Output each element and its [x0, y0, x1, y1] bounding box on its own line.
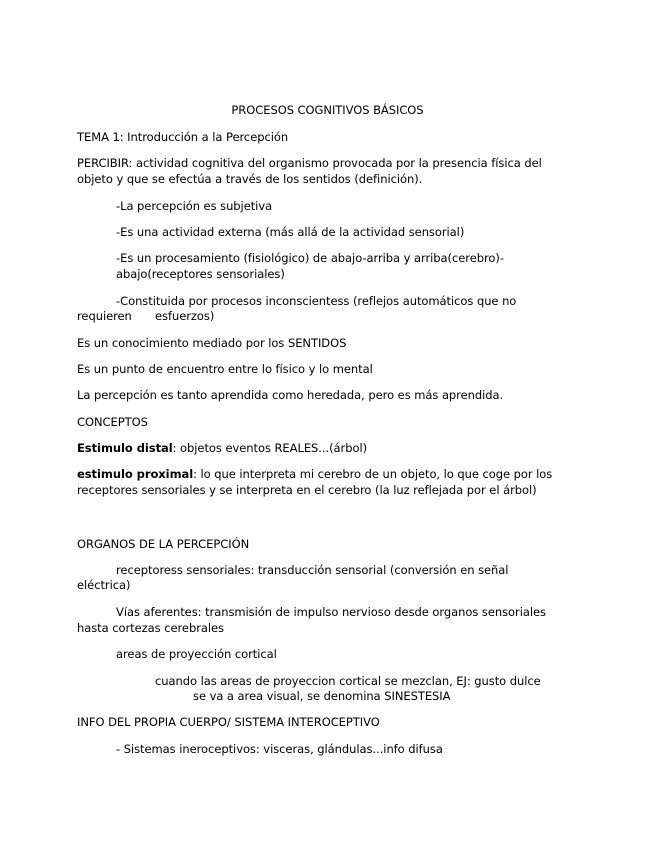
interoceptive-item-1: - Sistemas ineroceptivos: visceras, glándulas...info difusa	[116, 742, 443, 756]
concept-proximal-text: : lo que interpreta mi cerebro de un objeto, lo que coge por los	[193, 467, 553, 481]
organ-synesthesia-line-1: cuando las areas de proyeccion cortical se mezclan, EJ: gusto dulce	[155, 674, 541, 688]
concept-proximal	[77, 466, 552, 482]
property-unconscious-line-2a: requieren	[77, 309, 132, 323]
concepts-heading: CONCEPTOS	[77, 415, 148, 429]
interoceptive-heading: INFO DEL PROPIA CUERPO/ SISTEMA INTEROCEPTIVO	[77, 715, 380, 729]
organs-heading: ORGANOS DE LA PERCEPCIÓN	[77, 537, 250, 551]
document-title: PROCESOS COGNITIVOS BÁSICOS	[231, 103, 424, 117]
organ-afferent-line-1: Vías aferentes: transmisión de impulso nervioso desde organos sensoriales	[116, 605, 546, 619]
organ-synesthesia-line-2: se va a area visual, se denomina SINESTESIA	[193, 689, 451, 703]
statement-learned: La percepción es tanto aprendida como heredada, pero es más aprendida.	[77, 388, 504, 402]
topic-heading: TEMA 1: Introducción a la Percepción	[77, 130, 289, 144]
concept-proximal-line-2: receptores sensoriales y se interpreta en el cerebro (la luz reflejada por el árbol)	[77, 483, 537, 497]
organ-receptors-line-2: eléctrica)	[77, 578, 131, 592]
statement-senses: Es un conocimiento mediado por los SENTIDOS	[77, 336, 347, 350]
property-unconscious-line-1: -Constituida por procesos inconscientess (reflejos automáticos que no	[116, 294, 517, 308]
concept-distal	[77, 440, 367, 456]
definition-line-2: objeto y que se efectúa a través de los sentidos (definición).	[77, 172, 423, 186]
property-external: -Es una actividad externa (más allá de la actividad sensorial)	[116, 225, 465, 239]
statement-meeting-point: Es un punto de encuentro entre lo físico y lo mental	[77, 362, 373, 376]
definition-line-1: PERCIBIR: actividad cognitiva del organismo provocada por la presencia física del	[77, 156, 542, 170]
organ-cortical-areas: areas de proyección cortical	[116, 647, 277, 661]
organ-receptors-line-1: receptoress sensoriales: transducción sensorial (conversión en señal	[116, 563, 509, 577]
organ-afferent-line-2: hasta cortezas cerebrales	[77, 621, 224, 635]
concept-proximal-term: estimulo proximal	[77, 467, 194, 481]
property-subjective: -La percepción es subjetiva	[116, 199, 273, 213]
property-processing-line-1: -Es un procesamiento (fisiológico) de abajo-arriba y arriba(cerebro)-	[116, 251, 504, 265]
concept-distal-text: : objetos eventos REALES...(árbol)	[172, 441, 368, 455]
concept-distal-term: Estimulo distal	[77, 441, 173, 455]
property-unconscious-line-2b: esfuerzos)	[155, 309, 215, 323]
property-processing-line-2: abajo(receptores sensoriales)	[116, 267, 285, 281]
